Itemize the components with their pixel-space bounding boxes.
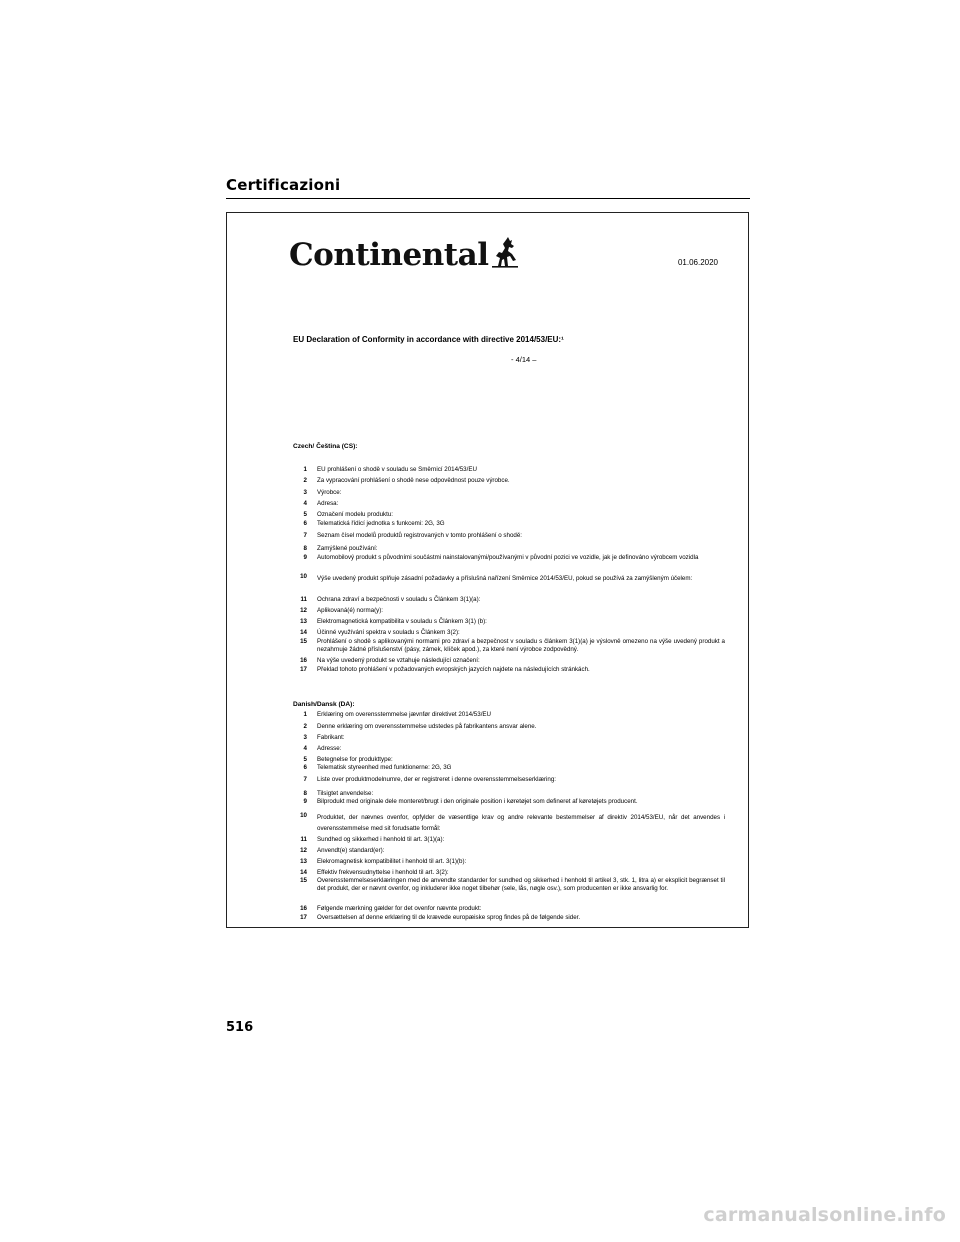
item-text: Telematická řídicí jednotka s funkcemi: 2G, 3G xyxy=(317,520,445,527)
title-divider xyxy=(226,198,750,199)
declaration-heading: EU Declaration of Conformity in accordance with directive 2014/53/EU:¹ xyxy=(293,335,564,344)
item-number: 17 xyxy=(300,666,307,673)
item-number: 4 xyxy=(303,500,307,507)
item-text: Liste over produktmodelnumre, der er registreret i denne overensstemmelseserklæring: xyxy=(317,776,557,783)
item-number: 9 xyxy=(303,798,307,805)
item-text: Denne erklæring om overensstemmelse udstedes på fabrikantens ansvar alene. xyxy=(317,723,537,730)
item-text: Oversættelsen af denne erklæring til de krævede europæiske sprog findes på de følgende sider. xyxy=(317,914,581,921)
item-text: Označení modelu produktu: xyxy=(317,511,394,518)
section-heading-czech: Czech/ Čeština (CS): xyxy=(293,443,358,450)
item-number: 5 xyxy=(303,511,307,518)
item-number: 5 xyxy=(303,756,307,763)
item-number: 7 xyxy=(303,776,307,783)
logo-wordmark: Continental xyxy=(289,237,489,273)
item-text: Ochrana zdraví a bezpečnosti v souladu s Článkem 3(1)(a): xyxy=(317,596,481,603)
item-number: 14 xyxy=(300,869,307,876)
item-number: 11 xyxy=(300,836,307,843)
item-text: Tilsigtet anvendelse: xyxy=(317,790,374,797)
item-number: 15 xyxy=(300,638,307,645)
item-text: Účinné využívání spektra v souladu s Článkem 3(2): xyxy=(317,629,460,636)
item-text: Elekromagnetisk kompatibilitet i henhold til art. 3(1)(b): xyxy=(317,858,467,865)
item-text: Prohlášení o shodě s aplikovanými normami pro zdraví a bezpečnost v souladu s článkem 3(1)(a) je výslovně omezeno na výše uvedený produkt a nezahrnuje žádné příslušenství (pásy, zámek, klíček apod.), za které není výrobce zodpovědný. xyxy=(317,638,725,653)
item-text: Automobilový produkt s původními součástmi nainstalovanými/používanými v původní pozici ve vozidle, jak je definováno výrobcem vozidla xyxy=(317,554,699,561)
item-text: Elektromagnetická kompatibilita v souladu s Článkem 3(1) (b): xyxy=(317,618,487,625)
item-text: Zamýšlené používání: xyxy=(317,545,378,552)
page-indicator: - 4/14 – xyxy=(511,355,537,364)
item-text: Výše uvedený produkt splňuje zásadní požadavky a příslušná nařízení Směrnice 2014/53/EU, pokud se používá za zamýšleným účelem: xyxy=(317,575,693,582)
item-text: Telematisk styreenhed med funktionerne: 2G, 3G xyxy=(317,764,452,771)
item-text: Adresa: xyxy=(317,500,339,507)
item-number: 14 xyxy=(300,629,307,636)
section-title: Certificazioni xyxy=(226,176,341,194)
item-text: Aplikovaná(é) norma(y): xyxy=(317,607,384,614)
item-number: 3 xyxy=(303,489,307,496)
item-text: Effektiv frekvensudnyttelse i henhold til art. 3(2): xyxy=(317,869,449,876)
item-text: Fabrikant: xyxy=(317,734,345,741)
item-number: 6 xyxy=(303,764,307,771)
item-text: EU prohlášení o shodě v souladu se Směrnicí 2014/53/EU xyxy=(317,466,477,473)
item-number: 7 xyxy=(303,532,307,539)
item-number: 16 xyxy=(300,657,307,664)
item-number: 2 xyxy=(303,723,307,730)
item-number: 8 xyxy=(303,545,307,552)
item-number: 13 xyxy=(300,618,307,625)
item-number: 4 xyxy=(303,745,307,752)
item-text: Sundhed og sikkerhed i henhold til art. 3(1)(a): xyxy=(317,836,445,843)
item-number: 11 xyxy=(300,596,307,603)
item-text: Produktet, der nævnes ovenfor, opfylder de væsentlige krav og andre relevante bestemmelser af direktiv 2014/53/EU, når det anvendes i overensstemmelse med sit forudsatte formål: xyxy=(317,814,725,832)
declaration-document xyxy=(226,212,749,928)
item-number: 2 xyxy=(303,477,307,484)
page-number: 516 xyxy=(226,1020,254,1035)
section-heading-danish: Danish/Dansk (DA): xyxy=(293,701,355,708)
document-date: 01.06.2020 xyxy=(677,258,718,267)
item-number: 17 xyxy=(300,914,307,921)
item-text: Betegnelse for produkttype: xyxy=(317,756,393,763)
watermark: carmanualsonline.info xyxy=(703,1204,946,1226)
item-number: 12 xyxy=(300,607,307,614)
item-text: Na výše uvedený produkt se vztahuje následující označení: xyxy=(317,657,480,664)
item-number: 12 xyxy=(300,847,307,854)
item-text: Výrobce: xyxy=(317,489,342,496)
item-text: Za vypracování prohlášení o shodě nese odpovědnost pouze výrobce. xyxy=(317,477,510,484)
item-number: 8 xyxy=(303,790,307,797)
item-text: Bilprodukt med originale dele monteret/brugt i den originale position i køretøjet som defineret af køretøjets producent. xyxy=(317,798,638,805)
item-text: Anvendt(e) standard(er): xyxy=(317,847,385,854)
horse-icon xyxy=(490,236,520,268)
item-text: Erklæring om overensstemmelse jævnfør direktivet 2014/53/EU xyxy=(317,711,492,718)
item-number: 1 xyxy=(303,711,307,718)
item-number: 10 xyxy=(300,573,307,580)
item-number: 1 xyxy=(303,466,307,473)
continental-logo xyxy=(289,231,520,271)
item-text: Adresse: xyxy=(317,745,342,752)
item-number: 10 xyxy=(300,812,307,819)
item-number: 16 xyxy=(300,905,307,912)
item-number: 6 xyxy=(303,520,307,527)
item-number: 13 xyxy=(300,858,307,865)
item-text: Seznam čísel modelů produktů registrovaných v tomto prohlášení o shodě: xyxy=(317,532,522,539)
item-number: 3 xyxy=(303,734,307,741)
item-number: 9 xyxy=(303,554,307,561)
item-text: Følgende mærkning gælder for det ovenfor nævnte produkt: xyxy=(317,905,482,912)
item-number: 15 xyxy=(300,877,307,884)
item-text: Překlad tohoto prohlášení v požadovaných evropských jazycích najdete na následujících stránkách. xyxy=(317,666,590,673)
item-text: Overensstemmelseserklæringen med de anvendte standarder for sundhed og sikkerhed i henhold til artikel 3, stk. 1, litra a) er eksplicit begrænset til det produkt, der er nævnt ovenfor, og inkluderer ikke noget tilbehør (sele, lås, nøgle osv.), som producenten er ikke ansvarlig for. xyxy=(317,877,725,892)
